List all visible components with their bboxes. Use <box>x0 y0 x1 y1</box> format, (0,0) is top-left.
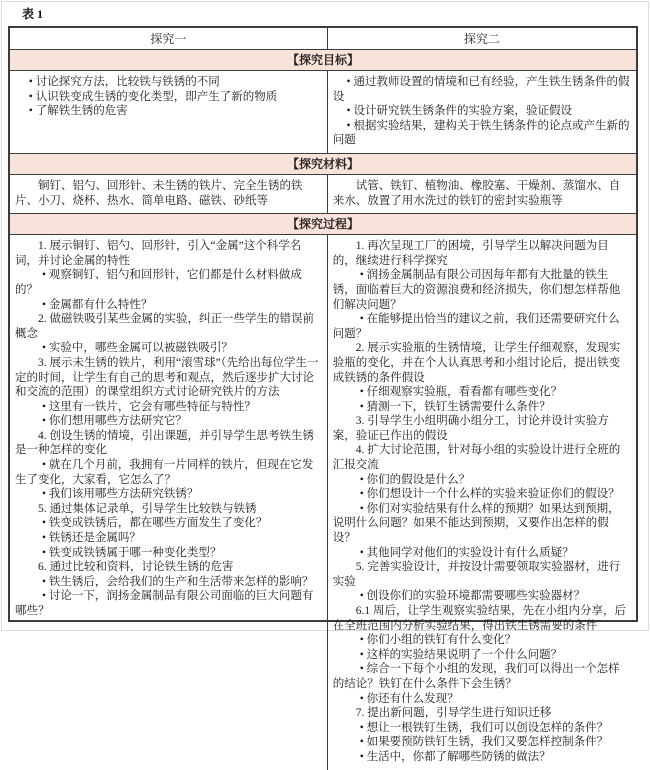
list-item: • 实验中，哪些金属可以被磁铁吸引？ <box>15 341 322 356</box>
section-header-materials: 【探究材料】 <box>10 154 636 174</box>
materials-row <box>10 174 636 213</box>
list-item: • 铁生锈后，会给我们的生产和生活带来怎样的影响？ <box>15 575 322 590</box>
column-header-row <box>10 28 636 49</box>
list-item: • 仔细观察实验瓶，看看都有哪些变化？ <box>333 385 631 400</box>
table-caption: 表 1 <box>22 5 43 22</box>
process-inquiry-1 <box>10 235 327 769</box>
list-item: • 设计研究铁生锈条件的实验方案，验证假设 <box>333 104 631 119</box>
materials-inquiry-2 <box>327 175 636 213</box>
list-item: • 这里有一铁片，它会有哪些特征与特性？ <box>15 400 322 415</box>
list-item: • 铁变成铁锈后，都在哪些方面发生了变化？ <box>15 516 322 531</box>
section-header-materials-row <box>10 153 636 174</box>
list-item: • 综合一下每个小组的发现，我们可以得出一个怎样的结论？铁钉在什么条件下会生锈？ <box>333 662 631 691</box>
column-header-inquiry-1: 探究一 <box>10 28 327 49</box>
list-item: • 你们小组的铁钉有什么变化？ <box>333 633 631 648</box>
list-item: • 我们该用哪些方法研究铁锈？ <box>15 487 322 502</box>
section-header-goals-row <box>10 49 636 70</box>
section-header-goals: 【探究目标】 <box>10 50 636 70</box>
list-item: 5. 通过集体记录单，引导学生比较铁与铁锈 <box>15 502 322 517</box>
list-item: • 在能够提出恰当的建议之前，我们还需要研究什么问题？ <box>333 312 631 341</box>
list-item: 2. 展示实验瓶的生锈情境，让学生仔细观察，发现实验瓶的变化，并在个人认真思考和小组讨论后，提出铁变成铁锈的条件假设 <box>333 341 631 385</box>
list-item: • 你们的假设是什么？ <box>333 473 631 488</box>
list-item: • 就在几个月前，我拥有一片同样的铁片，但现在它发生了变化，大家看，它怎么了？ <box>15 458 322 487</box>
materials-text: 铜钉、铝勺、回形针、未生锈的铁片、完全生锈的铁片、小刀、烧杯、热水、简单电路、磁铁、砂纸等 <box>15 179 322 208</box>
goals-inquiry-1 <box>10 71 327 153</box>
list-item: • 通过教师设置的情境和已有经验，产生铁生锈条件的假设 <box>333 75 631 104</box>
process-inquiry-2 <box>327 235 636 769</box>
inquiry-table <box>8 26 638 622</box>
list-item: 7. 提出新问题，引导学生进行知识迁移 <box>333 706 631 721</box>
list-item: 3. 引导学生小组明确小组分工，讨论并设计实验方案，验证已作出的假设 <box>333 414 631 443</box>
goals-inquiry-2 <box>327 71 636 153</box>
list-item: • 认识铁变成生锈的变化类型，即产生了新的物质 <box>15 90 322 105</box>
list-item: • 讨论探究方法，比较铁与铁锈的不同 <box>15 75 322 90</box>
list-item: 6. 通过比较和资料，讨论铁生锈的危害 <box>15 560 322 575</box>
goals-row <box>10 70 636 153</box>
process-row <box>10 234 636 769</box>
section-header-process-row <box>10 213 636 234</box>
list-item: • 你还有什么发现？ <box>333 692 631 707</box>
list-item: 1. 再次呈现工厂的困境，引导学生以解决问题为目的，继续进行科学探究 <box>333 239 631 268</box>
section-header-process: 【探究过程】 <box>10 214 636 234</box>
list-item: 2. 做磁铁吸引某些金属的实验，纠正一些学生的错误前概念 <box>15 312 322 341</box>
list-item: 5. 完善实验设计，并按设计需要领取实验器材，进行实验 <box>333 560 631 589</box>
list-item: 1. 展示铜钉、铝勺、回形针，引入“金属”这个科学名词，并讨论金属的特性 <box>15 239 322 268</box>
list-item: 4. 创设生锈的情境，引出课题，并引导学生思考铁生锈是一种怎样的变化 <box>15 429 322 458</box>
list-item: • 你们想用哪些方法研究它？ <box>15 414 322 429</box>
materials-text: 试管、铁钉、植物油、橡胶塞、干燥剂、蒸馏水、自来水、放置了用水洗过的铁钉的密封实验瓶等 <box>333 179 631 208</box>
list-item: • 生活中，你都了解哪些防锈的做法？ <box>333 750 631 765</box>
list-item: • 润扬金属制品有限公司因每年都有大批量的铁生锈，面临着巨大的资源浪费和经济损失，你们想怎样帮他们解决问题？ <box>333 268 631 312</box>
list-item: • 铁锈还是金属吗？ <box>15 531 322 546</box>
list-item: • 了解铁生锈的危害 <box>15 104 322 119</box>
list-item: • 这样的实验结果说明了一个什么问题？ <box>333 648 631 663</box>
list-item: • 观察铜钉、铝勺和回形针，它们都是什么材料做成的？ <box>15 268 322 297</box>
list-item: • 创设你们的实验环境都需要哪些实验器材？ <box>333 589 631 604</box>
list-item: • 如果要预防铁钉生锈，我们又要怎样控制条件？ <box>333 735 631 750</box>
list-item: • 猜测一下，铁钉生锈需要什么条件？ <box>333 400 631 415</box>
list-item: • 你们对实验结果有什么样的预期？如果达到预期，说明什么问题？如果不能达到预期，又要作出怎样的假设？ <box>333 502 631 546</box>
list-item: 6.1 周后，让学生观察实验结果，先在小组内分享，后在全班范围内分析实验结果，得出铁生锈需要的条件 <box>333 604 631 633</box>
list-item: • 根据实验结果，建构关于铁生锈条件的论点或产生新的问题 <box>333 119 631 148</box>
list-item: 3. 展示未生锈的铁片，利用“滚雪球”（先给出每位学生一定的时间，让学生有自己的思考和观点，然后逐步扩大讨论和交流的范围）的课堂组织方式讨论研究铁片的方法 <box>15 356 322 400</box>
list-item: • 其他同学对他们的实验设计有什么质疑？ <box>333 546 631 561</box>
list-item: • 铁变成铁锈属于哪一种变化类型？ <box>15 546 322 561</box>
list-item: 4. 扩大讨论范围，针对每小组的实验设计进行全班的汇报交流 <box>333 443 631 472</box>
list-item: • 讨论一下，润扬金属制品有限公司面临的巨大问题有哪些？ <box>15 589 322 618</box>
list-item: • 你们想设计一个什么样的实验来验证你们的假设？ <box>333 487 631 502</box>
column-header-inquiry-2: 探究二 <box>327 28 636 49</box>
materials-inquiry-1 <box>10 175 327 213</box>
list-item: • 想让一根铁钉生锈，我们可以创设怎样的条件？ <box>333 721 631 736</box>
list-item: • 金属都有什么特性？ <box>15 298 322 313</box>
